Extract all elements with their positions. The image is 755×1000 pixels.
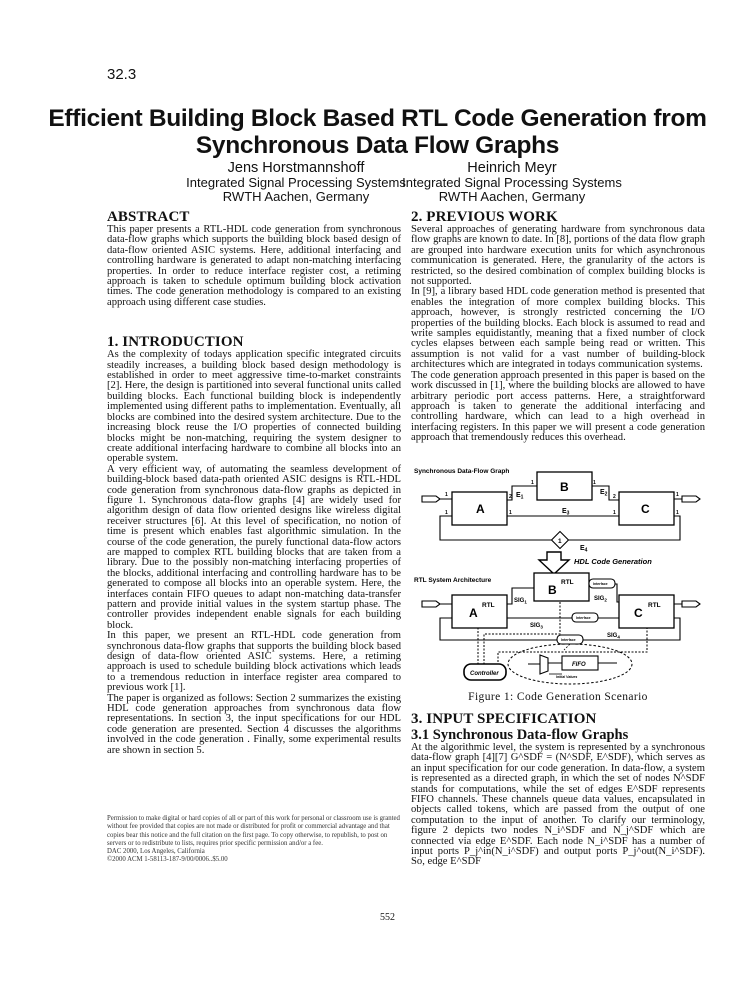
svg-text:SIG3: $SIG_3$ <box>530 623 543 630</box>
svg-text:Interface: Interface <box>576 616 591 620</box>
node-b-label: B <box>560 480 569 494</box>
input-spec-section <box>411 711 705 868</box>
intro-paragraph: The paper is organized as follows: Section 2 summarizes the existing HDL code generation approaches from synchronous data flow representations. In section 3, the input specifications for our HDL code generation are presented. Section 4 discusses the algorithms involved in the code generation . Finally, some experimental results are shown in section 5. <box>107 692 401 756</box>
intro-paragraph: As the complexity of todays application specific integrated circuits steadily increases, a building block based design methodology is established in order to meet aggressive time-to-market constraints [2]. Here, the design is partitioned into several functional units called building blocks. Each functional building block is independently implemented using different paths to implementation. Eventually, all blocks are combined into the desired system architecture. Due to the increasing block reuse the I/O properties of connected building blocks might be non-matching, requiring the system designer to create additional interfacing hardware to combine all blocks into an operable system. <box>107 349 401 465</box>
svg-text:RTL: RTL <box>648 602 661 609</box>
svg-text:Interface: Interface <box>561 638 576 642</box>
sdf-label: Synchronous Data-Flow Graph <box>414 468 510 475</box>
intro-paragraph: In this paper, we present an RTL-HDL code generation from synchronous data-flow graphs that supports the building block based design of data-flow oriented ASIC systems. Here, a retiming approach is used to schedule building block activations which leads to a tremendous reduction in interface register area compared to previous work [1]. <box>107 630 401 694</box>
svg-text:Initial Values: Initial Values <box>556 675 578 679</box>
sdf-subheading: 3.1 Synchronous Data-flow Graphs <box>411 727 629 743</box>
svg-text:1: 1 <box>558 538 562 545</box>
svg-text:RTL: RTL <box>482 602 495 609</box>
svg-text:2: 2 <box>613 494 616 500</box>
copyright-info: ©2000 ACM 1-58113-187-9/00/0006..$5.00 <box>107 856 228 864</box>
svg-text:1: 1 <box>445 510 448 516</box>
svg-text:C: C <box>634 606 643 620</box>
rtl-label: RTL System Architecture <box>414 577 492 584</box>
svg-text:SIG2: $SIG_2$ <box>594 596 607 603</box>
author-affiliation: Integrated Signal Processing Systems <box>402 175 622 190</box>
figure-caption: Figure 1: Code Generation Scenario <box>468 691 648 703</box>
svg-text:RTL: RTL <box>561 579 574 586</box>
svg-text:1: 1 <box>676 510 679 516</box>
svg-text:A: A <box>469 606 478 620</box>
previous-work-heading: 2. PREVIOUS WORK <box>411 209 558 225</box>
permission-text: Permission to make digital or hard copies of all or part of this work for personal or classroom use is granted without fee provided that copies are not made or distributed for profit or commercial advantage and that copies bear this notice and the full citation on the first page. To copy otherwise, to republish, to post on servers or to redistribute to lists, requires prior specific permission and/or a fee. <box>107 815 400 847</box>
rtl-block-a <box>452 595 507 628</box>
svg-text:1: 1 <box>531 480 534 486</box>
node-c-label: C <box>641 502 650 516</box>
svg-text:1: 1 <box>613 510 616 516</box>
author-name: Heinrich Meyr <box>467 160 557 176</box>
left-column <box>107 209 401 756</box>
input-spec-text: At the algorithmic level, the system is represented by a synchronous data-flow graph [4][7] G^SDF = (N^SDF, E^SDF), which serves as an input specification for our code generation. In data-flow, a system is represented as a directed graph, in which the set of nodes N^SDF stands for computations, while the set of edges E^SDF represents FIFO channels. These channels queue data values, encapsulated in objects called tokens, which are passed from the output of one computation to the input of another. To clarify our terminology, figure 2 depicts two nodes N_i^SDF and N_j^SDF which are connected via edge E^SDF. Each node N_i^SDF has a number of input ports P_j^in(N_i^SDF) and output ports P_j^out(N_i^SDF). So, edge E^SDF <box>411 742 705 868</box>
previous-work-paragraph: The code generation approach presented in this paper is based on the work discussed in [1], where the building blocks are allowed to have arbitrary periodic port access patterns. Here, a straightforward approach is taken to generate the additional interfacing and controlling hardware, which can lead to a high overhead in interfacing registers. In this paper we will present a code generation approach that tremendously reduces this overhead. <box>411 369 705 444</box>
svg-text:B: B <box>548 583 557 597</box>
hdl-codegen-label: HDL Code Generation <box>574 557 652 566</box>
edge-e1-label: $E_1$ <box>516 492 524 501</box>
svg-text:2: 2 <box>509 494 512 500</box>
svg-text:1: 1 <box>445 492 448 498</box>
rtl-block-b <box>534 573 589 601</box>
input-spec-heading: 3. INPUT SPECIFICATION <box>411 711 597 727</box>
input-port-icon <box>422 496 440 502</box>
right-column <box>411 209 705 444</box>
mux-icon <box>540 655 548 674</box>
author-location: RWTH Aachen, Germany <box>438 189 586 204</box>
intro-paragraph: A very efficient way, of automating the seamless development of building-block based data-path oriented ASIC designs is RTL-HDL code generation from synchronous data-flow graphs as depicted in figure 1. Synchronous data-flow graphs [4] are widely used for algorithm design of data flow oriented designs like wireless digital receiver structures [6]. At this level of specification, no notion of time is present which enables fast algorithmic simulation. In the course of the code generation, the purely functional data-flow actors are mapped to complex RTL building blocks that are taken from a library. Due to the possibly non-matching interfacing properties of the blocks, additional interfacing and controlling hardware has to be generated to compose all blocks into an operable system. Here, the interfaces contain FIFO queues to adapt non-matching data-transfer pattern and provide initial values in the system startup phase. The controller provides independent enable signals for each building block. <box>107 463 401 631</box>
abstract-text: This paper presents a RTL-HDL code generation from synchronous data-flow graphs which supports the building block based design of data-flow oriented ASIC systems. Here, additional interfacing and controlling hardware is generated to adapt non-matching interfacing properties. In order to reduce interface register cost, a retiming approach is taken to schedule optimum building block activation times. The code generation methodology is compared to an existing approach using different case studies. <box>107 224 401 308</box>
previous-work-paragraph: In [9], a library based HDL code generation method is presented that enables the integration of more complex building blocks. This approach, however, is strongly restricted concerning the I/O properties of the building blocks. Each block is assumed to read and write samples equidistantly, meaning that a fixed number of clock cycles elapses between each sample being read or written. This assumption is not valid for a vast number of building-block architectures which are integrated in todays communication systems. <box>411 286 705 371</box>
paper-title: Efficient Building Block Based RTL Code Generation from Synchronous Data Flow Graphs <box>48 105 707 159</box>
figure-1 <box>412 464 712 704</box>
svg-text:SIG4: $SIG_4$ <box>607 633 620 640</box>
previous-work-paragraph: Several approaches of generating hardware from synchronous data flow graphs are known to date. In [8], portions of the data flow graph are grouped into hardware execution units for which asynchronous communication is generated. Here, the granularity of the actors is restricted, so the desired combination of complex building blocks is not supported. <box>411 224 705 288</box>
page-number: 552 <box>380 912 395 923</box>
permission-notice <box>107 815 401 865</box>
edge-e4-label: $E_4$ <box>580 545 588 554</box>
svg-text:Controller: Controller <box>470 671 499 677</box>
edge-e3-label: $E_3$ <box>562 508 570 517</box>
session-number: 32.3 <box>107 66 137 83</box>
svg-text:SIG1: $SIG_1$ <box>514 598 527 605</box>
conference-info: DAC 2000, Los Angeles, California <box>107 848 205 856</box>
author-location: RWTH Aachen, Germany <box>222 189 370 204</box>
svg-text:FIFO: FIFO <box>572 662 586 668</box>
author-affiliation: Integrated Signal Processing Systems <box>186 175 406 190</box>
abstract-heading: ABSTRACT <box>107 209 190 225</box>
author-name: Jens Horstmannshoff <box>227 160 365 176</box>
output-port-icon <box>682 496 700 502</box>
svg-text:1: 1 <box>676 492 679 498</box>
svg-text:1: 1 <box>509 510 512 516</box>
down-arrow-icon <box>539 552 569 574</box>
introduction-heading: 1. INTRODUCTION <box>107 334 244 351</box>
node-a-label: A <box>476 502 485 516</box>
author-block <box>382 160 642 204</box>
svg-text:Interface: Interface <box>593 582 608 586</box>
rtl-block-c <box>619 595 674 628</box>
svg-text:1: 1 <box>593 480 596 486</box>
edge-e2-label: $E_2$ <box>600 489 608 498</box>
